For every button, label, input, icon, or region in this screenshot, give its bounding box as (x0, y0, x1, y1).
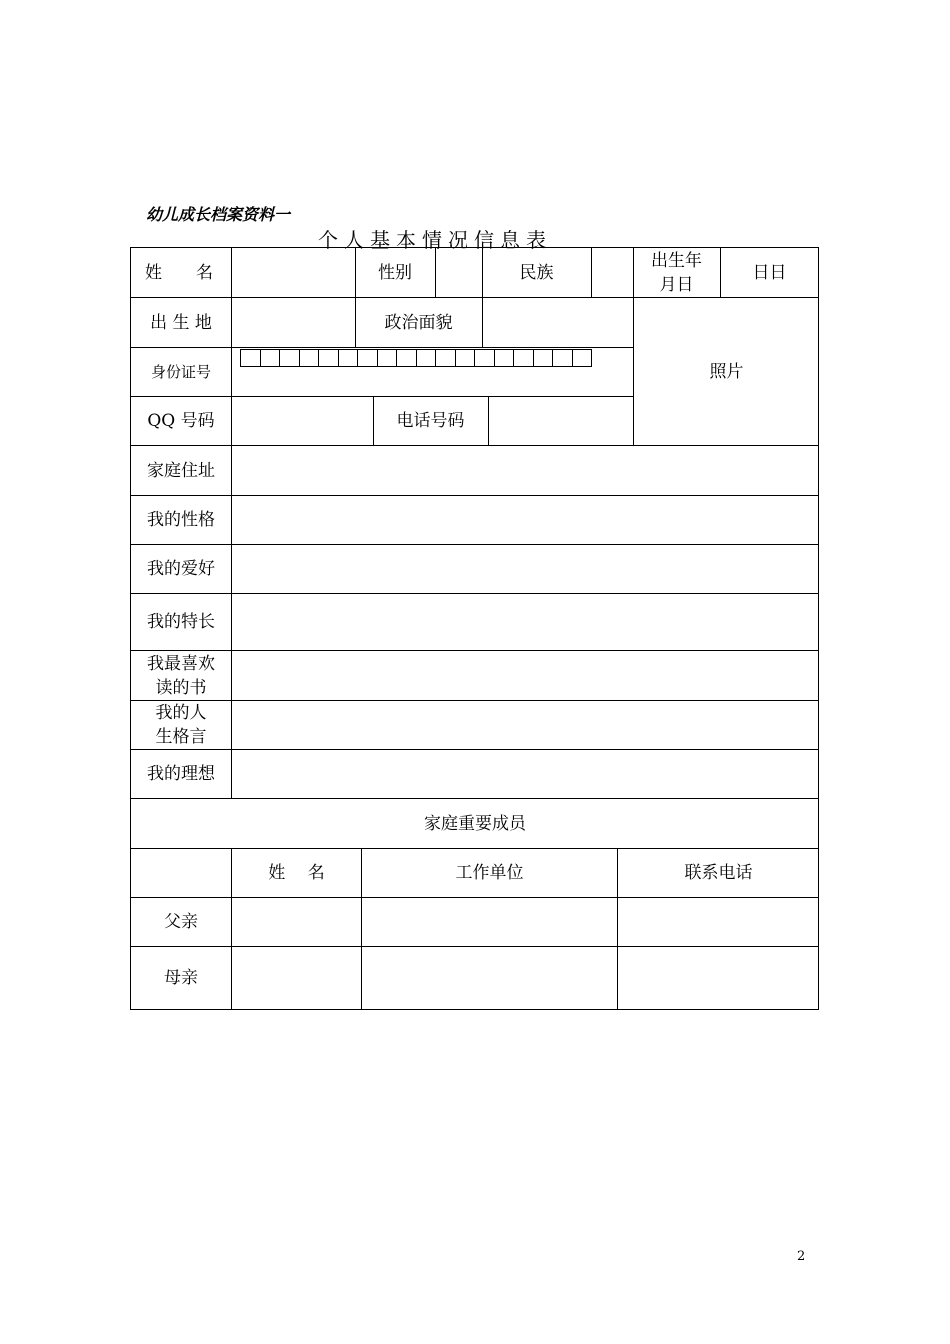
id-digit-box[interactable] (435, 349, 456, 367)
favorite-book-label (131, 651, 231, 700)
ideal-field[interactable] (232, 750, 819, 798)
mother-work-field[interactable] (362, 947, 617, 1009)
id-digit-box[interactable] (572, 349, 593, 367)
father-work-field[interactable] (362, 898, 617, 946)
birthplace-label: 出 生 地 (150, 312, 212, 333)
birth-date-field[interactable]: 日日 (752, 262, 787, 283)
name-field[interactable] (232, 248, 355, 297)
mother-name-field[interactable] (232, 947, 361, 1009)
birth-label-line1: 出生年 (651, 250, 702, 271)
phone-label: 电话号码 (396, 411, 465, 431)
motto-line1: 我的人 (155, 703, 207, 723)
birthplace-field[interactable] (232, 298, 355, 347)
address-field[interactable] (232, 446, 819, 495)
ethnicity-field[interactable] (592, 248, 633, 297)
motto-field[interactable] (232, 701, 819, 749)
id-digit-box[interactable] (240, 349, 261, 367)
father-label: 父亲 (164, 912, 198, 932)
id-digit-box[interactable] (318, 349, 339, 367)
id-digit-box[interactable] (533, 349, 554, 367)
hobby-field[interactable] (232, 545, 819, 593)
photo-area[interactable]: 照片 (709, 361, 744, 382)
mother-phone-field[interactable] (618, 947, 819, 1009)
id-digit-box[interactable] (279, 349, 300, 367)
motto-line2: 生格言 (155, 727, 207, 747)
id-digit-box[interactable] (338, 349, 359, 367)
qq-label: QQ 号码 (147, 411, 215, 431)
id-digit-box[interactable] (416, 349, 437, 367)
favorite-book-field[interactable] (232, 651, 819, 700)
id-digit-box[interactable] (377, 349, 398, 367)
favorite-book-line1: 我最喜欢 (147, 653, 215, 674)
personality-field[interactable] (232, 496, 819, 544)
family-col-phone: 联系电话 (684, 863, 753, 883)
mother-label: 母亲 (164, 968, 198, 988)
ethnicity-label: 民族 (519, 262, 554, 283)
id-digit-box[interactable] (357, 349, 378, 367)
id-digit-box[interactable] (513, 349, 534, 367)
motto-label (131, 701, 231, 749)
father-phone-field[interactable] (618, 898, 819, 946)
id-digit-box[interactable] (260, 349, 281, 367)
favorite-book-line2: 读的书 (155, 677, 207, 698)
id-digit-box[interactable] (474, 349, 495, 367)
political-status-field[interactable] (483, 298, 633, 347)
page-title: 个人基本情况信息表 (318, 228, 552, 252)
document-subtitle: 幼儿成长档案资料一 (146, 205, 291, 224)
address-label: 家庭住址 (147, 460, 215, 481)
birth-label-line2: 月日 (659, 274, 694, 295)
name-label: 姓 名 (145, 262, 213, 283)
birth-date-label (633, 248, 720, 297)
id-digit-box[interactable] (396, 349, 417, 367)
id-digit-box[interactable] (299, 349, 320, 367)
family-header-blank (131, 849, 231, 897)
personality-label: 我的性格 (147, 510, 215, 530)
phone-field[interactable] (489, 397, 633, 445)
page-number: 2 (797, 1249, 806, 1264)
family-col-name: 姓 名 (268, 863, 325, 883)
gender-field[interactable] (436, 248, 482, 297)
ideal-label: 我的理想 (147, 764, 215, 784)
political-status-label: 政治面貌 (384, 312, 453, 333)
talent-field[interactable] (232, 594, 819, 650)
id-digit-box[interactable] (494, 349, 515, 367)
qq-field[interactable] (232, 397, 373, 445)
id-digit-box[interactable] (552, 349, 573, 367)
father-name-field[interactable] (232, 898, 361, 946)
id-number-label: 身份证号 (150, 363, 211, 381)
family-section-title: 家庭重要成员 (424, 813, 526, 834)
talent-label: 我的特长 (147, 612, 215, 632)
hobby-label: 我的爱好 (147, 559, 215, 579)
gender-label: 性别 (378, 262, 412, 283)
family-col-work: 工作单位 (455, 863, 524, 883)
id-digit-box[interactable] (455, 349, 476, 367)
